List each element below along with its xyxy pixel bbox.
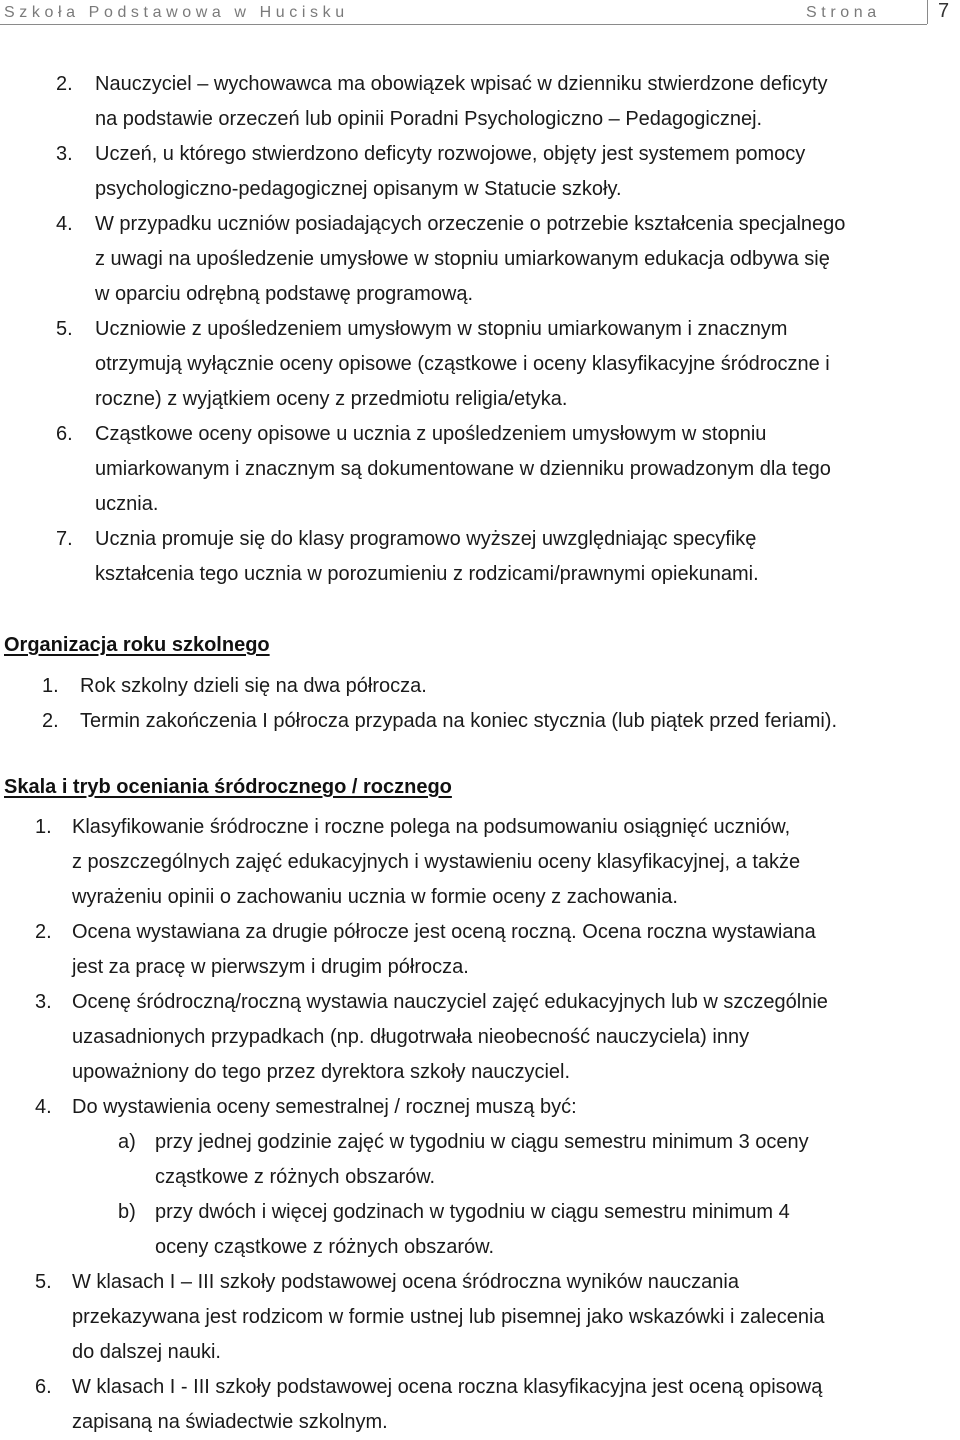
org-item-text-line: Rok szkolny dzieli się na dwa półrocza. [80,675,427,697]
section-heading-grading-scale: Skala i tryb oceniania śródrocznego / rocznego [4,776,452,798]
list-item-text-line: Uczeń, u którego stwierdzono deficyty rozwojowe, objęty jest systemem pomocy [95,143,806,165]
scale-item-number: 6. [35,1376,52,1398]
list-item-text-line: Nauczyciel – wychowawca ma obowiązek wpisać w dzienniku stwierdzone deficyty [95,73,828,95]
scale-subitem-number: a) [118,1131,136,1153]
scale-item-text-line: Ocena wystawiana za drugie półrocze jest oceną roczną. Ocena roczna wystawiana [72,921,816,943]
list-item-text-line: roczne) z wyjątkiem oceny z przedmiotu religia/etyka. [95,388,568,410]
scale-item-text-line: z poszczególnych zajęć edukacyjnych i wystawieniu oceny klasyfikacyjnej, a także [72,851,801,873]
list-item-number: 2. [56,73,73,95]
list-item-number: 7. [56,528,73,550]
scale-subitem-text-line: oceny cząstkowe z różnych obszarów. [155,1236,495,1258]
header-separator [927,0,928,24]
list-item-text-line: z uwagi na upośledzenie umysłowe w stopniu umiarkowanym edukacja odbywa się [95,248,830,270]
section-heading-organization: Organizacja roku szkolnego [4,634,270,656]
org-item-number: 2. [42,710,59,732]
scale-item-number: 2. [35,921,52,943]
list-item-text-line: Uczniowie z upośledzeniem umysłowym w stopniu umiarkowanym i znacznym [95,318,788,340]
page-header [0,0,960,26]
list-item-text-line: na podstawie orzeczeń lub opinii Poradni Psychologiczno – Pedagogicznej. [95,108,763,130]
scale-item-number: 4. [35,1096,52,1118]
header-rule [0,24,927,25]
scale-item-number: 5. [35,1271,52,1293]
scale-subitem-text-line: przy jednej godzinie zajęć w tygodniu w ciągu semestru minimum 3 oceny [155,1131,809,1153]
org-item-number: 1. [42,675,59,697]
scale-item-text-line: jest za pracę w pierwszym i drugim półrocza. [72,956,469,978]
list-item-text-line: ucznia. [95,493,159,515]
scale-item-number: 3. [35,991,52,1013]
scale-item-number: 1. [35,816,52,838]
scale-item-text-line: upoważniony do tego przez dyrektora szkoły nauczyciel. [72,1061,571,1083]
list-item-text-line: Ucznia promuje się do klasy programowo wyższej uwzględniając specyfikę [95,528,757,550]
list-item-text-line: umiarkowanym i znacznym są dokumentowane w dzienniku prowadzonym dla tego [95,458,831,480]
scale-subitem-text-line: cząstkowe z różnych obszarów. [155,1166,436,1188]
list-item-text-line: otrzymują wyłącznie oceny opisowe (cząstkowe i oceny klasyfikacyjne śródroczne i [95,353,830,375]
list-item-number: 4. [56,213,73,235]
scale-item-text-line: Ocenę śródroczną/roczną wystawia nauczyciel zajęć edukacyjnych lub w szczególnie [72,991,828,1013]
scale-item-text-line: do dalszej nauki. [72,1341,221,1363]
page-label: Strona [806,4,881,21]
list-item-text-line: w oparciu odrębną podstawę programową. [95,283,473,305]
school-name: Szkoła Podstawowa w Hucisku [4,4,349,21]
list-item-number: 3. [56,143,73,165]
scale-item-text-line: W klasach I – III szkoły podstawowej ocena śródroczna wyników nauczania [72,1271,739,1293]
page-number: 7 [938,0,950,22]
scale-item-text-line: przekazywana jest rodzicom w formie ustnej lub pisemnej jako wskazówki i zalecenia [72,1306,825,1328]
list-item-number: 6. [56,423,73,445]
scale-item-text-line: Klasyfikowanie śródroczne i roczne polega na podsumowaniu osiągnięć uczniów, [72,816,791,838]
scale-subitem-number: b) [118,1201,136,1223]
scale-item-text-line: Do wystawienia oceny semestralnej / rocznej muszą być: [72,1096,577,1118]
list-item-text-line: Cząstkowe oceny opisowe u ucznia z upośledzeniem umysłowym w stopniu [95,423,767,445]
scale-subitem-text-line: przy dwóch i więcej godzinach w tygodniu w ciągu semestru minimum 4 [155,1201,790,1223]
scale-item-text-line: uzasadnionych przypadkach (np. długotrwała nieobecność nauczyciela) inny [72,1026,750,1048]
scale-item-text-line: W klasach I - III szkoły podstawowej ocena roczna klasyfikacyjna jest oceną opisową [72,1376,823,1398]
org-item-text-line: Termin zakończenia I półrocza przypada na koniec stycznia (lub piątek przed feriami). [80,710,838,732]
list-item-text-line: psychologiczno-pedagogicznej opisanym w Statucie szkoły. [95,178,622,200]
list-item-text-line: kształcenia tego ucznia w porozumieniu z rodzicami/prawnymi opiekunami. [95,563,759,585]
scale-item-text-line: wyrażeniu opinii o zachowaniu ucznia w formie oceny z zachowania. [72,886,678,908]
list-item-text-line: W przypadku uczniów posiadających orzeczenie o potrzebie kształcenia specjalnego [95,213,846,235]
list-item-number: 5. [56,318,73,340]
scale-item-text-line: zapisaną na świadectwie szkolnym. [72,1411,388,1433]
